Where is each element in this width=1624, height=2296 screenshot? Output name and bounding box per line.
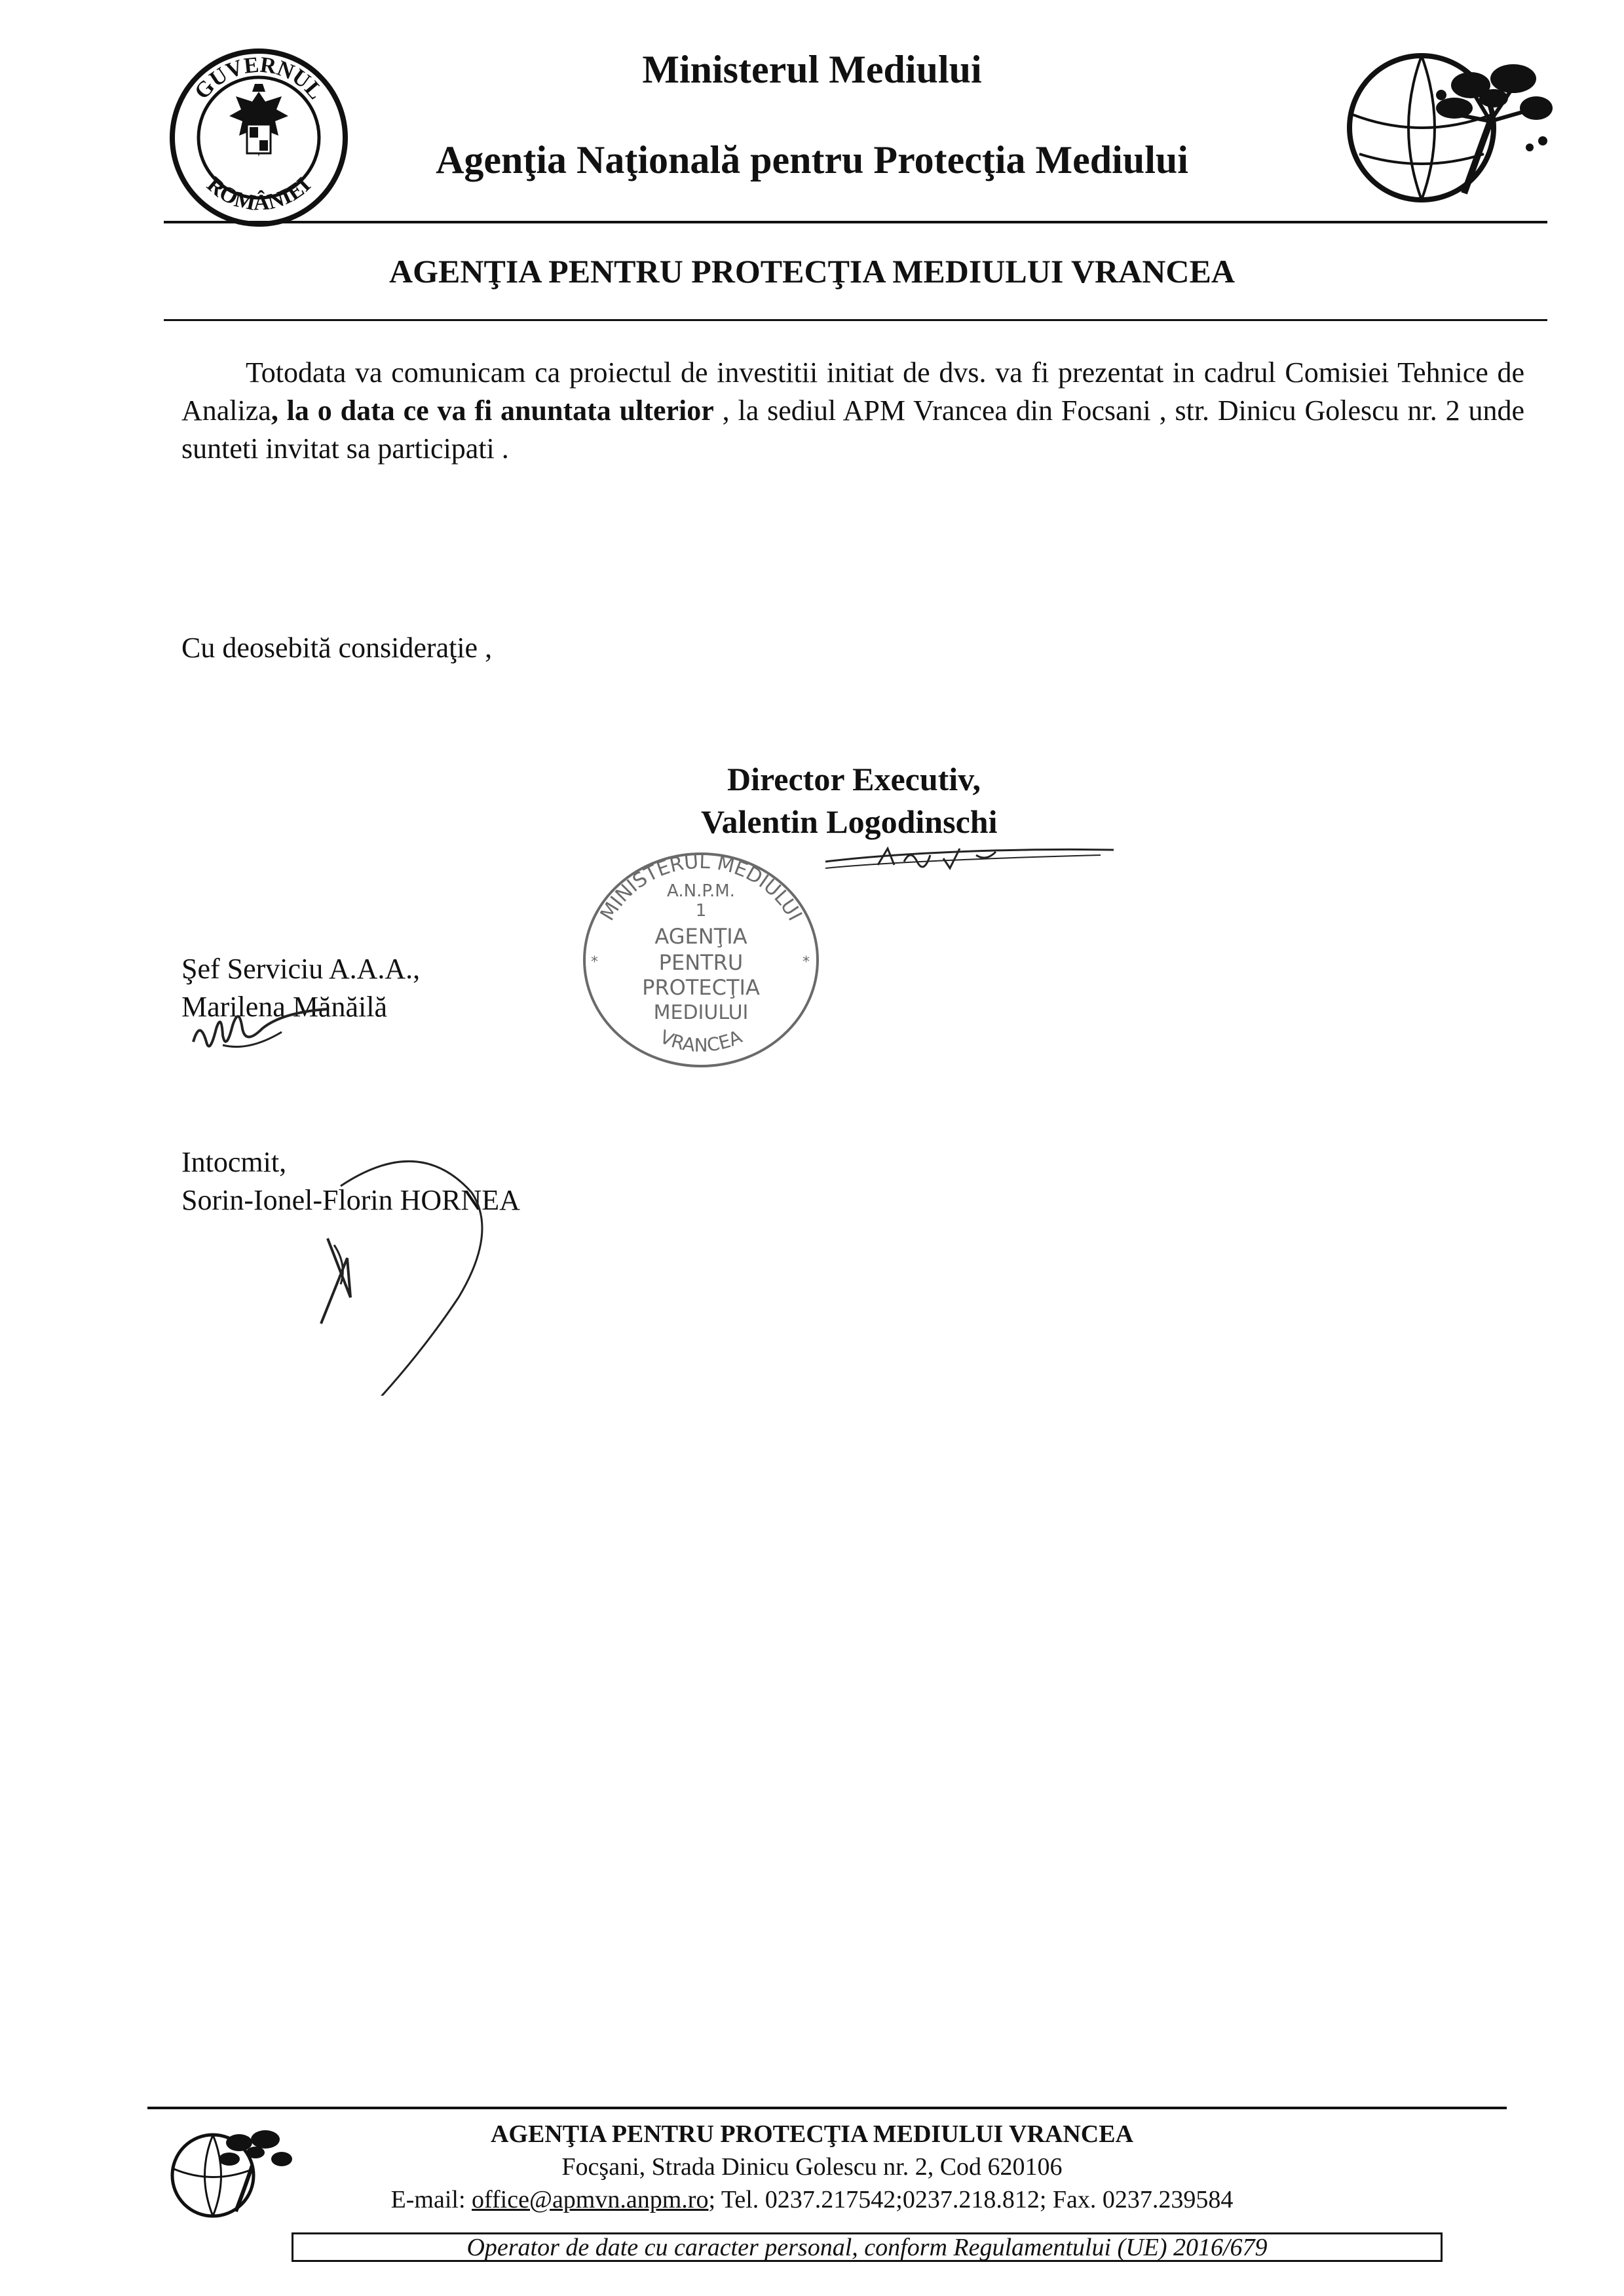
subheader-divider bbox=[164, 319, 1547, 321]
agency-globe-logo bbox=[1340, 43, 1556, 206]
footer-divider bbox=[147, 2107, 1507, 2109]
official-stamp bbox=[576, 845, 825, 1075]
agency-title: Agenţia Naţională pentru Protecţia Mediului bbox=[436, 138, 1188, 182]
stamp-bottom-text: VRANCEA bbox=[656, 1025, 746, 1056]
stamp-line-2: 1 bbox=[695, 901, 707, 921]
stamp-line-5: PROTECŢIA bbox=[642, 975, 760, 1000]
director-title: Director Executiv, bbox=[727, 761, 981, 797]
closing-formula: Cu deosebită consideraţie , bbox=[181, 632, 493, 664]
body-text-part3: , la sediul APM Vrancea din Focsani , str. Dinicu Golescu nr. 2 unde sunteti invitat sa participati . bbox=[181, 394, 1524, 465]
stamp-line-6: MEDIULUI bbox=[653, 1001, 749, 1024]
director-name: Valentin Logodinschi bbox=[701, 803, 998, 840]
letter-body bbox=[181, 354, 1524, 468]
director-signature bbox=[825, 829, 1120, 888]
body-text-bold: , la o data ce va fi anuntata ulterior bbox=[271, 394, 714, 427]
svg-text:VRANCEA bbox=[656, 1026, 745, 1056]
stamp-outer-text: MINISTERUL MEDIULUI bbox=[595, 850, 806, 925]
header-divider bbox=[164, 221, 1547, 223]
footer-phones: ; Tel. 0237.217542;0237.218.812; Fax. 0237.239584 bbox=[708, 2186, 1234, 2213]
body-text-part1: Totodata va comunicam ca proiectul de investitii initiat de dvs. va fi prezentat in cadrul Comisiei Tehnice de Analiza bbox=[181, 356, 1524, 427]
footer-email-link[interactable]: office@apmvn.anpm.ro bbox=[472, 2186, 709, 2213]
stamp-line-3: AGENŢIA bbox=[654, 924, 747, 949]
svg-text:*: * bbox=[591, 954, 598, 970]
footer-gdpr-box: Operator de date cu caracter personal, conform Regulamentului (UE) 2016/679 bbox=[292, 2232, 1443, 2262]
footer-contact bbox=[0, 2185, 1624, 2214]
prepared-by-name: Sorin-Ionel-Florin HORNEA bbox=[181, 1184, 520, 1216]
prepared-by-signature bbox=[288, 1147, 498, 1396]
service-head-title: Şef Serviciu A.A.A., bbox=[181, 953, 421, 985]
footer-agency-name: AGENŢIA PENTRU PROTECŢIA MEDIULUI VRANCEA bbox=[490, 2120, 1134, 2148]
regional-agency-title: AGENŢIA PENTRU PROTECŢIA MEDIULUI VRANCEA bbox=[389, 253, 1235, 290]
svg-text:*: * bbox=[803, 954, 810, 970]
stamp-line-4: PENTRU bbox=[658, 950, 744, 975]
service-head-signature bbox=[183, 1006, 341, 1065]
svg-text:GUVERNUL: GUVERNUL bbox=[189, 52, 328, 104]
footer-address: Focşani, Strada Dinicu Golescu nr. 2, Cod 620106 bbox=[561, 2153, 1063, 2181]
stamp-line-1: A.N.P.M. bbox=[667, 881, 735, 901]
prepared-by-label: Intocmit, bbox=[181, 1146, 287, 1178]
service-head-name: Marilena Mănăilă bbox=[181, 991, 387, 1023]
footer-email-label: E-mail: bbox=[390, 2186, 472, 2213]
svg-text:ROMÂNIEI: ROMÂNIEI bbox=[202, 172, 316, 216]
ministry-title: Ministerul Mediului bbox=[642, 48, 982, 91]
